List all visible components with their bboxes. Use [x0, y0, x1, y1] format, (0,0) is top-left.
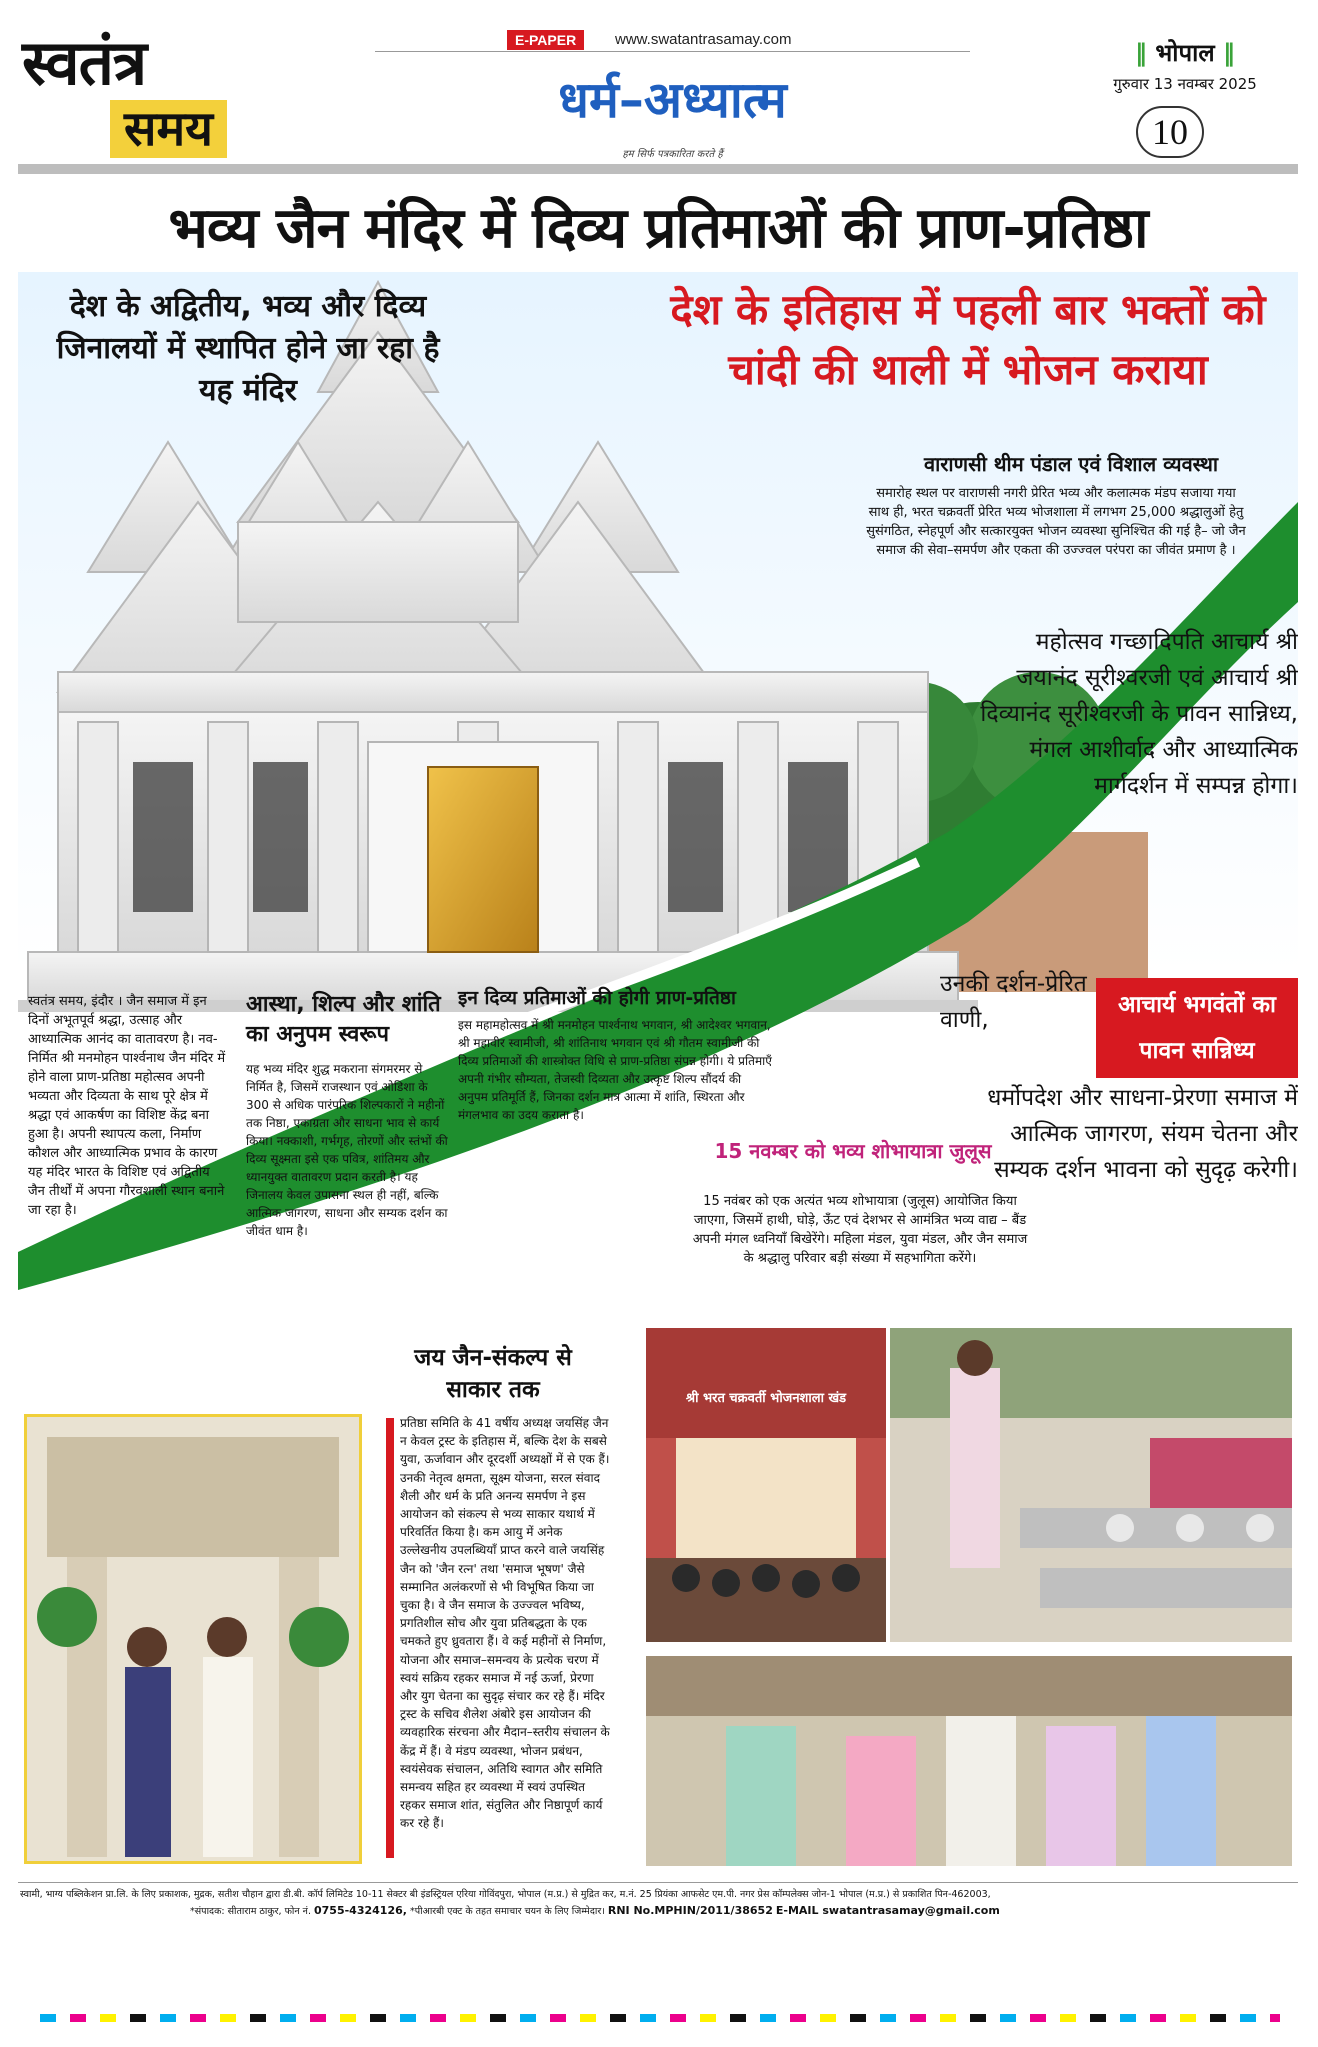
silver-thali-meal-photo [890, 1328, 1292, 1642]
column-4-accent-bar [386, 1418, 394, 1858]
page-number: 10 [1136, 106, 1204, 158]
article-column-1: स्वतंत्र समय, इंदौर । जैन समाज में इन दिनों अभूतपूर्व श्रद्धा, उत्साह और आध्यात्मिक आनंद का वातावरण है। नव-निर्मित श्री मनमोहन पार्श्वनाथ जैन मंदिर में होने वाला प्राण-प्रतिष्ठा महोत्सव अपनी भव्यता और दिव्यता के साथ पूरे क्षेत्र में श्रद्धा एवं आकर्षण का विशिष्ट केंद्र बना हुआ है। अपनी स्थापत्य कला, निर्माण कौशल और आध्यात्मिक प्रभाव के कारण यह मंदिर भारत के विशिष्ट एवं अद्वितीय जैन तीर्थों में अपना गौरवशाली स्थान बनाने जा रहा है। [28, 994, 226, 1218]
varanasi-heading: वाराणसी थीम पंडाल एवं विशाल व्यवस्था [923, 452, 1219, 476]
golden-door [428, 767, 538, 952]
phone-number: 0755-4324126, [314, 1904, 407, 1917]
print-registration-marks [40, 2014, 1280, 2022]
editor-text: *संपादक: सीताराम ठाकुर, फोन नं. [190, 1906, 311, 1917]
article-column-3: इस महामहोत्सव में श्री मनमोहन पार्श्वनाथ भगवान, श्री आदेश्वर भगवान, श्री महावीर स्वामीजी, श्री शांतिनाथ भगवान एवं श्री गौतम स्वामीजी की दिव्य प्रतिमाओं की शास्त्रोक्त विधि से प्राण-प्रतिष्ठा संपन्न होगी। ये प्रतिमाएँ अपनी गंभीर सौम्यता, तेजस्वी दिव्यता और उत्कृष्ट शिल्प सौंदर्य की अनुपम प्रतिमूर्ति हैं, जिनका दर्शन मात्र आत्मा में शांति, स्थिरता और मंगलभाव का उदय कराता है। [458, 1018, 772, 1122]
rni-number: RNI No.MPHIN/2011/38652 [607, 1904, 773, 1917]
city-bar-right-icon: ‖ [1222, 39, 1235, 67]
epaper-badge: E-PAPER [507, 30, 584, 50]
website-link[interactable]: www.swatantrasamay.com [615, 31, 792, 48]
logo-top-text: स्वतंत्र [22, 26, 147, 99]
mahotsav-continued: उनकी दर्शन-प्रेरित वाणी, [940, 971, 1087, 1033]
women-with-kalash-photo [646, 1656, 1292, 1866]
issue-date: गुरुवार 13 नवम्बर 2025 [1113, 75, 1257, 93]
email-address[interactable]: E-MAIL swatantrasamay@gmail.com [775, 1904, 1000, 1917]
varanasi-body: समारोह स्थल पर वाराणसी नगरी प्रेरित भव्य और कलात्मक मंडप सजाया गया साथ ही, भरत चक्रवर्ती प्रेरित भव्य भोजशाला में लगभग 25,000 श्रद्धालुओं हेतु सुसंगठित, स्नेहपूर्ण और सत्कारयुक्त भोजन व्यवस्था सुनिश्चित की गई है– जो जैन समाज की सेवा–समर्पण और एकता की उज्ज्वल परंपरा का जीवंत प्रमाण है । [866, 486, 1246, 558]
shobhayatra-body: 15 नवंबर को एक अत्यंत भव्य शोभायात्रा (जुलूस) आयोजित किया जाएगा, जिसमें हाथी, घोड़े, ऊँट एवं देशभर से आमंत्रित भव्य वाद्य – बैंड अपनी मंगल ध्वनियाँ बिखेरेंगे। महिला मंडल, युवा मंडल, और जैन समाज के श्रद्धालु परिवार बड़ी संख्या में सहभागिता करेंगे। [692, 1194, 1028, 1266]
city-name: भोपाल [1155, 39, 1215, 67]
masthead-divider [18, 164, 1298, 174]
article-column-4: प्रतिष्ठा समिति के 41 वर्षीय अध्यक्ष जयसिंह जैन न केवल ट्रस्ट के इतिहास में, बल्कि देश के सबसे युवा, ऊर्जावान और दूरदर्शी अध्यक्षों में से एक हैं। उनकी नेतृत्व क्षमता, सूक्ष्म योजना, सरल संवाद शैली और धर्म के प्रति अनन्य समर्पण ने इस आयोजन को संकल्प से भव्य साकार यथार्थ में परिवर्तित किया है। कम आयु में अनेक उल्लेखनीय उपलब्धियाँ प्राप्त करने वाले जयसिंह जैन को 'जैन रत्न' तथा 'समाज भूषण' जैसे सम्मानित अलंकरणों से भी विभूषित किया जा चुका है। वे जैन समाज के उज्ज्वल भविष्य, प्रगतिशील सोच और युवा प्रतिबद्धता के एक चमकते हुए ध्रुवतारा हैं। वे कई महीनों से निर्माण, योजना और समाज–समन्वय के प्रत्येक चरण में स्वयं सक्रिय रहकर समाज में नई ऊर्जा, प्रेरणा और युग चेतना का सुदृढ़ संचार कर रहे हैं। मंदिर ट्रस्ट के सचिव शैलेश अंबोरे इस आयोजन की व्यवहारिक संरचना और मैदान–स्तरीय संचालन के केंद्र में हैं। वे मंडप व्यवस्था, भोजन प्रबंधन, स्वयंसेवक संचालन, अतिथि स्वागत और समिति समन्वय सहित हर व्यवस्था में स्वयं उपस्थित रहकर समाज शांत, संतुलित और निष्ठापूर्ण कार्य कर रहे हैं। [400, 1416, 610, 1831]
epaper-row [375, 30, 970, 52]
column-2-heading: आस्था, शिल्प और शांति का अनुपम स्वरूप [246, 992, 441, 1047]
column-3-heading: इन दिव्य प्रतिमाओं की होगी प्राण-प्रतिष्ठा [458, 987, 736, 1009]
hero-red-title: देश के इतिहास में पहली बार भक्तों को चांदी की थाली में भोजन कराया [670, 285, 1266, 394]
logo-bottom-text: समय [110, 100, 227, 158]
hero-section [18, 272, 1298, 1290]
bhojanshala-photo [646, 1328, 886, 1642]
acharya-red-box: आचार्य भगवंतों का पावन सान्निध्य [1096, 978, 1298, 1078]
main-headline: भव्य जैन मंदिर में दिव्य प्रतिमाओं की प्राण-प्रतिष्ठा [168, 196, 1148, 261]
column-4-heading: जय जैन-संकल्प से साकार तक [414, 1345, 572, 1403]
footer-divider [18, 1882, 1298, 1883]
hero-left-text: देश के अद्वितीय, भव्य और दिव्य जिनालयों में स्थापित होने जा रहा है यह मंदिर [56, 289, 440, 408]
newspaper-logo [22, 28, 272, 168]
article-column-2: यह भव्य मंदिर शुद्ध मकराना संगमरमर से निर्मित है, जिसमें राजस्थान एवं ओडिशा के 300 से अधिक पारंपरिक शिल्पकारों ने महीनों तक निष्ठा, एकाग्रता और साधना भाव से कार्य किया। नक्काशी, गर्भगृह, तोरणों और स्तंभों की दिव्य सूक्ष्मता इसे एक पवित्र, शांतिमय और ध्यानयुक्त वातावरण प्रदान करती है। यह जिनालय केवल उपासना स्थल ही नहीं, बल्कि आत्मिक जागरण, साधना और सम्यक दर्शन का जीवंत धाम है। [246, 1062, 448, 1238]
bhojanshala-sign: श्री भरत चक्रवर्ती भोजनशाला खंड [685, 1391, 847, 1406]
tagline: हम सिर्फ पत्रकारिता करते हैं [622, 149, 723, 160]
imprint-line-2 [190, 1904, 1290, 1918]
prb-act-text: *पीआरबी एक्ट के तहत समाचार चयन के लिए जिम्मेदार। [409, 1906, 605, 1917]
section-title: धर्म–अध्यात्म [558, 71, 787, 129]
couple-photo [24, 1414, 362, 1864]
shobhayatra-heading: 15 नवम्बर को भव्य शोभायात्रा जुलूस [714, 1139, 992, 1163]
city-bar-left-icon: ‖ [1135, 39, 1148, 67]
city-label [1100, 36, 1270, 69]
mahotsav-text: महोत्सव गच्छादिपति आचार्य श्री जयानंद सूरीश्वरजी एवं आचार्य श्री दिव्यानंद सूरीश्वरजी के पावन सान्निध्य, मंगल आशीर्वाद और आध्यात्मिक मार्गदर्शन में सम्पन्न होगा। [980, 629, 1298, 799]
mahotsav-tail: धर्मोपदेश और साधना-प्रेरणा समाज में आत्मिक जागरण, संयम चेतना और सम्यक दर्शन भावना को सुदृढ़ करेगी। [987, 1085, 1298, 1183]
imprint-line-1: स्वामी, भाग्य पब्लिकेशन प्रा.लि. के लिए प्रकाशक, मुद्रक, सतीश चौहान द्वारा डी.बी. कॉर्प लिमिटेड 10-11 सेक्टर बी इंडस्ट्रियल एरिया गोविंदपुरा, भोपाल (म.प्र.) से मुद्रित कर, म.नं. 25 प्रियंका आफसेट एम.पी. नगर प्रेस कॉम्पलेक्स जोन-1 भोपाल (म.प्र.) से प्रकाशित पिन-462003, [20, 1889, 991, 1900]
